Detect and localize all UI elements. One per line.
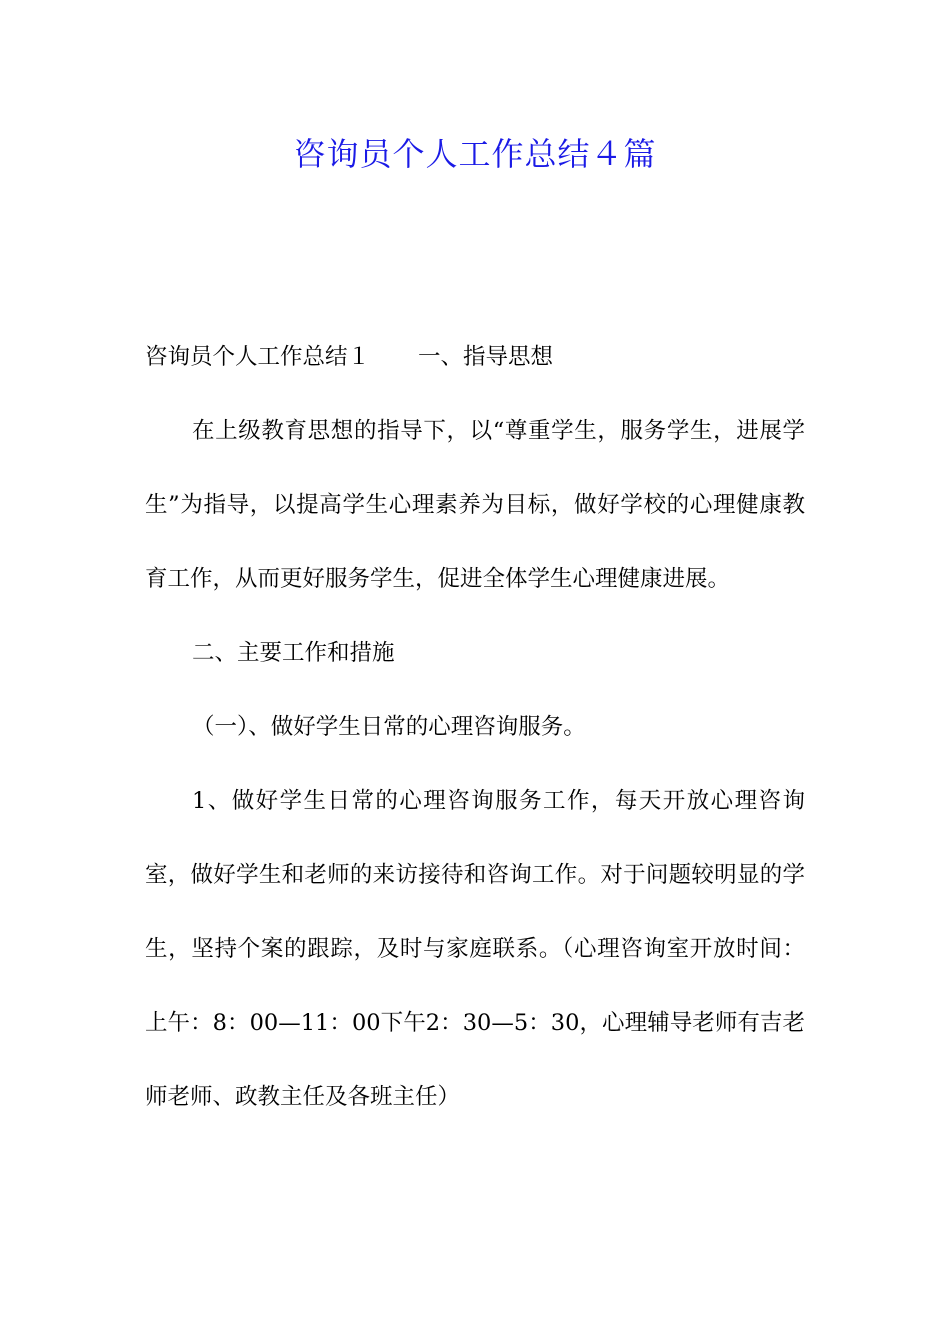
paragraph: 二、主要工作和措施 xyxy=(192,640,395,666)
document-body xyxy=(145,320,805,1134)
paragraph: 1、做好学生日常的心理咨询服务工作，每天开放心理咨询室，做好学生和老师的来访接待和咨询工作。对于问题较明显的学生，坚持个案的跟踪，及时与家庭联系。（心理咨询室开放时间：上午：8：00—11：00下午2：30—5：30，心理辅导老师有吉老师老师、政教主任及各班主任） xyxy=(145,788,805,1110)
document-title: 咨询员个人工作总结４篇 xyxy=(293,135,657,173)
paragraph: （一）、做好学生日常的心理咨询服务。 xyxy=(192,714,586,740)
intro-heading-line xyxy=(145,320,805,394)
article-subtitle: 咨询员个人工作总结１ xyxy=(145,344,371,370)
paragraph: 在上级教育思想的指导下，以“尊重学生，服务学生，进展学生”为指导，以提高学生心理素养为目标，做好学校的心理健康教育工作，从而更好服务学生，促进全体学生心理健康进展。 xyxy=(145,418,805,592)
section-heading: 一、指导思想 xyxy=(418,344,554,370)
